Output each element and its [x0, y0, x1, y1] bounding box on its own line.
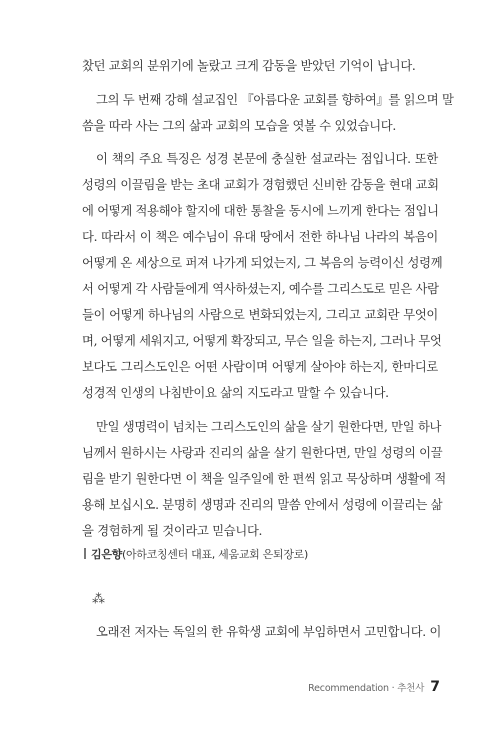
page-number: 7 [430, 679, 440, 695]
signature-affiliation: (아하코칭센터 대표, 세움교회 은퇴장로) [121, 548, 308, 561]
page-footer [300, 676, 440, 695]
text-line: 씀을 따라 사는 그의 삶과 교회의 모습을 엿볼 수 있었습니다. [82, 119, 396, 133]
text-line: 성령의 이끌림을 받는 초대 교회가 경험했던 신비한 감동을 현대 교회 [82, 178, 439, 192]
text-line: 서 어떻게 각 사람들에게 역사하셨는지, 예수를 그리스도로 믿은 사람 [82, 282, 439, 296]
text-line: 찼던 교회의 분위기에 놀랐고 크게 감동을 받았던 기억이 납니다. [82, 59, 416, 73]
text-line: 용해 보십시오. 분명히 생명과 진리의 말씀 안에서 성령에 이끌리는 삶 [82, 498, 443, 512]
text-line: 오래전 저자는 독일의 한 유학생 교회에 부임하면서 고민합니다. 이 [96, 625, 442, 639]
text-line: 님께서 원하시는 사랑과 진리의 삶을 살기 원한다면, 만일 성령의 이끌 [82, 446, 443, 460]
running-footer-label: Recommendation · 추천사 [308, 683, 425, 694]
text-line: 을 경험하게 될 것이라고 믿습니다. [82, 524, 263, 538]
text-line: 들이 어떻게 하나님의 사람으로 변화되었는지, 그리고 교회란 무엇이 [82, 308, 438, 322]
text-line: 그의 두 번째 강해 설교집인 『아름다운 교회를 향하여』를 읽으며 말 [96, 93, 454, 107]
text-line: 이 책의 주요 특징은 성경 본문에 충실한 설교라는 점입니다. 또한 [96, 152, 438, 166]
signature [84, 546, 308, 562]
text-line: 만일 생명력이 넘치는 그리스도인의 삶을 살기 원한다면, 만일 하나 [96, 420, 442, 434]
text-line: 어떻게 온 세상으로 퍼져 나가게 되었는지, 그 복음의 능력이신 성령께 [82, 256, 443, 270]
signature-name: 김은향 [91, 548, 122, 561]
text-line: 림을 받기 원한다면 이 책을 일주일에 한 편씩 읽고 묵상하며 생활에 적 [82, 472, 446, 486]
signature-bar [84, 548, 86, 559]
text-line: 에 어떻게 적용해야 할지에 대한 통찰을 동시에 느끼게 한다는 점입니 [82, 204, 439, 218]
text-line: 보다도 그리스도인은 어떤 사람이며 어떻게 살아야 하는지, 한마디로 [82, 360, 438, 374]
text-line: 며, 어떻게 세워지고, 어떻게 확장되고, 무슨 일을 하는지, 그러나 무엇 [82, 334, 442, 348]
text-line: 다. 따라서 이 책은 예수님이 유대 땅에서 전한 하나님 나라의 복음이 [82, 230, 438, 244]
section-ornament-icon: ⁂ [92, 592, 105, 607]
text-line: 성경적 인생의 나침반이요 삶의 지도라고 말할 수 있습니다. [82, 386, 389, 400]
